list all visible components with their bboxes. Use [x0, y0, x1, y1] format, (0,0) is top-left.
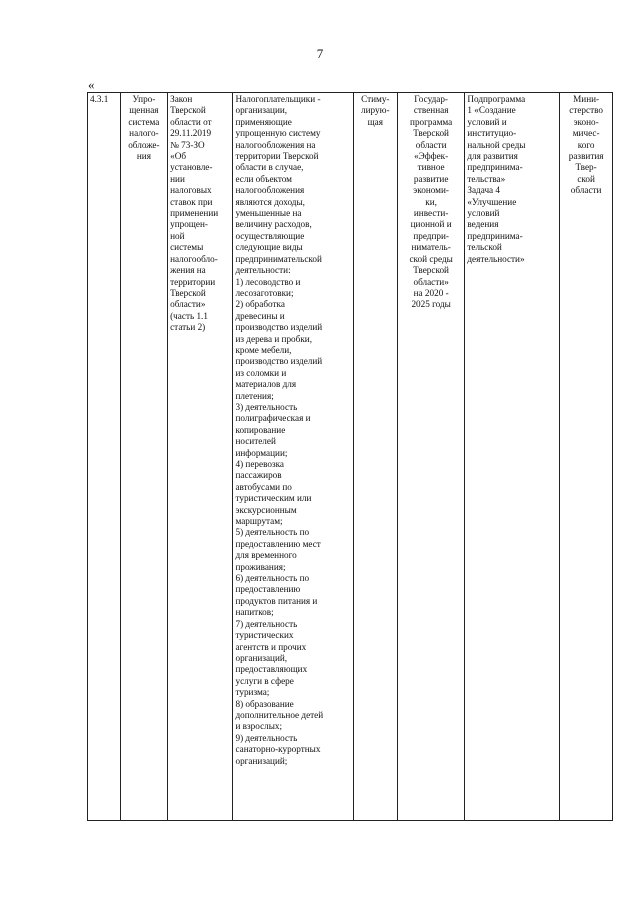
cell-taxpayers — [233, 93, 353, 821]
cell-text-line: области от — [170, 116, 212, 127]
cell-text-line: территории — [170, 276, 216, 287]
cell-text-line: 8) образование — [235, 698, 294, 709]
cell-text-line: организаций; — [235, 755, 288, 766]
cell-text-line: Тверской — [170, 105, 206, 116]
cell-text-line: щенная — [129, 105, 159, 116]
cell-text-line: предоставлению — [235, 584, 301, 595]
row-number: 4.3.1 — [90, 94, 109, 104]
cell-text-line: являются доходы, — [235, 196, 305, 207]
cell-text-line: древесины и — [235, 310, 285, 321]
cell-text-line: ведения — [467, 219, 499, 230]
cell-text-line: производство изделий — [235, 356, 323, 367]
cell-text-line: ской среды — [409, 253, 453, 264]
cell-text-line: следующие виды — [235, 242, 303, 253]
cell-text-line: упрощенную систему — [235, 128, 321, 139]
cell-text-line: «Об — [170, 151, 187, 162]
cell-text-line: лирую- — [361, 105, 390, 116]
cell-text-line: развитие — [413, 173, 449, 184]
cell-text-line: экономи- — [413, 185, 449, 196]
cell-text-line: Стиму- — [361, 94, 390, 104]
cell-text-line: агентств и прочих — [235, 641, 307, 652]
cell-text-line: для развития — [467, 151, 518, 162]
cell-text-line: маршрутам; — [235, 516, 283, 527]
cell-text-line: пассажиров — [235, 470, 282, 481]
cell-text-line: 2) обработка — [235, 299, 285, 310]
cell-row-number — [88, 93, 121, 821]
cell-text-line: программа — [410, 116, 453, 127]
cell-text-line: «Эффек- — [414, 151, 449, 162]
cell-text-line: ционной и — [410, 219, 452, 230]
cell-text-line: нальной среды — [467, 139, 526, 150]
cell-text-line: носителей — [235, 436, 276, 447]
page-number: 7 — [316, 46, 324, 61]
cell-text-line: территории Тверской — [235, 151, 319, 162]
cell-text-line: дополнительное детей — [235, 709, 324, 720]
cell-benefit-type — [353, 93, 397, 821]
cell-text-line: Тверской — [413, 128, 449, 139]
cell-text-line: организаций, — [235, 652, 288, 663]
cell-text-line: экскурсионным — [235, 504, 297, 515]
cell-text-line: Твер- — [575, 162, 597, 173]
cell-text-line: 29.11.2019 — [170, 128, 212, 139]
cell-text-line: на 2020 - — [413, 287, 449, 298]
cell-text-line: 1 «Создание — [467, 105, 516, 116]
cell-text-line: кроме мебели, — [235, 344, 292, 355]
cell-text-line: Мини- — [573, 94, 600, 104]
cell-text-line: информации; — [235, 447, 288, 458]
cell-text-line: области — [570, 185, 602, 196]
cell-text-line: области» — [170, 299, 206, 310]
cell-text-line: 1) лесоводство и — [235, 276, 301, 287]
cell-text-line: ниматель- — [411, 242, 451, 253]
cell-text-line: ной — [170, 230, 185, 241]
cell-text-line: налогообложения на — [235, 139, 316, 150]
cell-text-line: уменьшенные на — [235, 208, 302, 219]
cell-text-line: из соломки и — [235, 367, 287, 378]
cell-text-line: из дерева и пробки, — [235, 333, 312, 344]
cell-text-line: туристическим или — [235, 493, 312, 504]
cell-text-line: 9) деятельность — [235, 732, 298, 743]
cell-text-line: тивное — [417, 162, 445, 173]
cell-text-line: деятельности» — [467, 253, 525, 264]
cell-text-line: обложе- — [128, 139, 160, 150]
cell-text-line: ственная — [413, 105, 449, 116]
cell-text-line: области» — [413, 276, 449, 287]
cell-text-line: (часть 1.1 — [170, 310, 208, 321]
cell-text-line: санаторно-курортных — [235, 744, 321, 755]
cell-text-line: инвести- — [413, 208, 449, 219]
cell-text-line: предоставлению мест — [235, 538, 321, 549]
cell-text-line: предпри- — [413, 230, 449, 241]
cell-text-line: и взрослых; — [235, 721, 283, 732]
cell-text-line: напитков; — [235, 607, 274, 618]
cell-text-line: Подпрограмма — [467, 94, 526, 104]
cell-text-line: материалов для — [235, 379, 297, 390]
cell-text-line: предоставляющих — [235, 664, 308, 675]
cell-text-line: упрощен- — [170, 219, 208, 230]
cell-text-line: Тверской — [413, 265, 449, 276]
cell-text-line: автобусами по — [235, 481, 292, 492]
cell-text-line: проживания; — [235, 561, 286, 572]
tax-benefit-table — [87, 92, 613, 821]
cell-text-line: нии — [170, 173, 185, 184]
cell-text-line: 2025 годы — [411, 299, 451, 310]
cell-text-line: ния — [136, 151, 151, 162]
cell-text-line: осуществляющие — [235, 230, 305, 241]
cell-text-line: плетения; — [235, 390, 274, 401]
cell-text-line: «Улучшение — [467, 196, 517, 207]
cell-text-line: области — [415, 139, 447, 150]
cell-text-line: копирование — [235, 424, 286, 435]
cell-tax-name — [120, 93, 167, 821]
cell-text-line: ки, — [425, 196, 437, 207]
cell-text-line: области в случае, — [235, 162, 304, 173]
cell-text-line: 6) деятельность по — [235, 573, 310, 584]
cell-text-line: налоговых — [170, 185, 212, 196]
cell-text-line: предпринима- — [467, 162, 523, 173]
opening-quote-mark: « — [88, 77, 95, 92]
cell-text-line: эконо- — [573, 116, 599, 127]
cell-text-line: туризма; — [235, 687, 270, 698]
cell-text-line: ставок при — [170, 196, 213, 207]
cell-text-line: № 73-ЗО — [170, 139, 205, 150]
cell-text-line: 4) перевозка — [235, 459, 284, 469]
cell-text-line: организации, — [235, 105, 288, 116]
cell-text-line: туристических — [235, 630, 294, 641]
cell-text-line: условий и — [467, 116, 507, 127]
cell-text-line: если объектом — [235, 173, 292, 184]
cell-text-line: институцио- — [467, 128, 517, 139]
cell-text-line: предпринима- — [467, 230, 523, 241]
cell-law-reference — [168, 93, 233, 821]
cell-text-line: системы — [170, 242, 204, 253]
cell-text-line: применяющие — [235, 116, 292, 127]
cell-text-line: Тверской — [170, 287, 206, 298]
cell-text-line: услуги в сфере — [235, 675, 294, 686]
cell-text-line: Налогоплательщики - — [235, 94, 321, 104]
cell-text-line: мичес- — [572, 128, 600, 139]
cell-text-line: Государ- — [414, 94, 448, 104]
cell-text-line: тельской — [467, 242, 502, 253]
cell-text-line: Упро- — [132, 94, 156, 104]
cell-text-line: 5) деятельность по — [235, 527, 310, 538]
cell-text-line: Задача 4 — [467, 185, 501, 196]
cell-state-program — [397, 93, 464, 821]
cell-text-line: установле- — [170, 162, 213, 173]
table-row — [88, 93, 613, 821]
cell-text-line: производство изделий — [235, 322, 323, 333]
cell-text-line: развития — [568, 151, 604, 162]
cell-text-line: лесозаготовки; — [235, 287, 294, 298]
cell-text-line: продуктов питания и — [235, 595, 318, 606]
cell-text-line: налого- — [129, 128, 159, 139]
cell-text-line: Закон — [170, 94, 193, 104]
cell-text-line: щая — [367, 116, 383, 127]
cell-text-line: величину расходов, — [235, 219, 312, 230]
cell-text-line: деятельности: — [235, 265, 291, 276]
cell-text-line: статьи 2) — [170, 322, 206, 333]
cell-text-line: для временного — [235, 550, 297, 561]
cell-text-line: жения на — [170, 265, 206, 276]
cell-text-line: применении — [170, 208, 219, 219]
cell-text-line: полиграфическая и — [235, 413, 311, 424]
cell-text-line: стерство — [569, 105, 603, 116]
cell-text-line: условий — [467, 208, 500, 219]
cell-text-line: предпринимательской — [235, 253, 322, 264]
cell-ministry — [560, 93, 613, 821]
cell-text-line: система — [128, 116, 160, 127]
cell-text-line: ской — [577, 173, 595, 184]
cell-text-line: 7) деятельность — [235, 618, 298, 629]
cell-text-line: налогообложения — [235, 185, 305, 196]
cell-text-line: тельства» — [467, 173, 506, 184]
cell-text-line: кого — [577, 139, 595, 150]
cell-subprogram — [465, 93, 560, 821]
cell-text-line: 3) деятельность — [235, 401, 298, 412]
cell-text-line: налогообло- — [170, 253, 218, 264]
